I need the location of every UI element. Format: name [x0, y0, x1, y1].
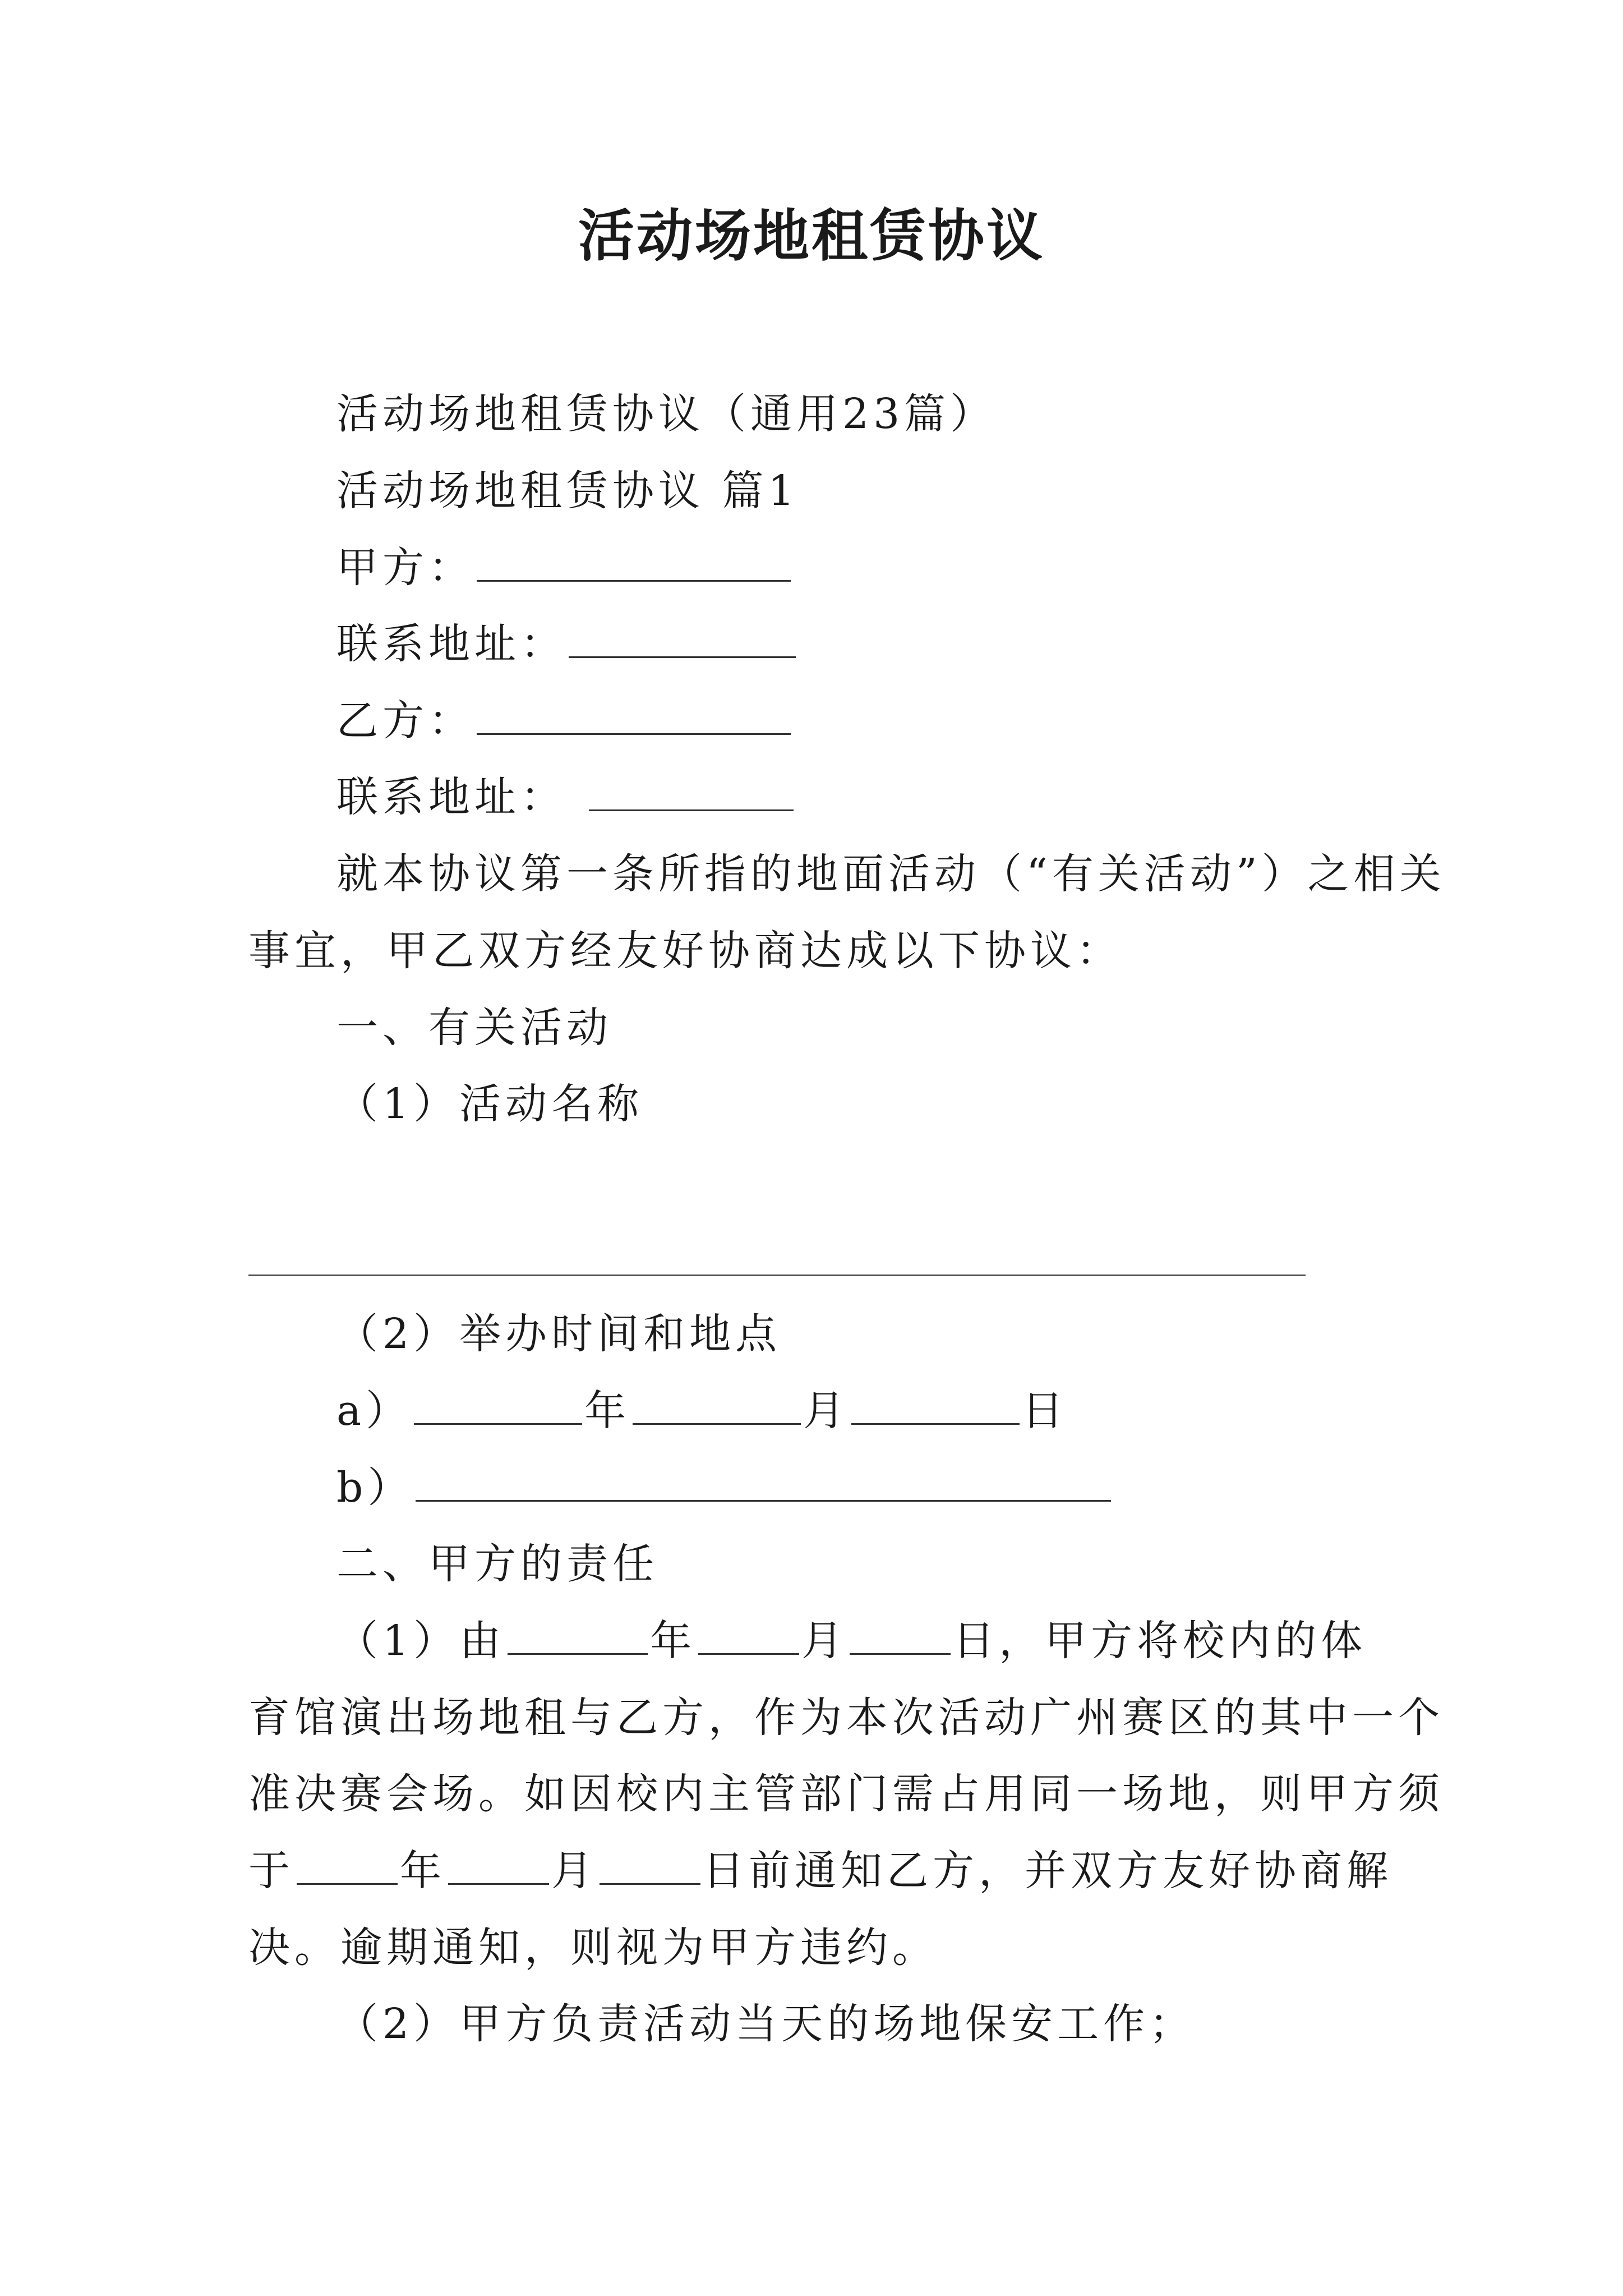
s2-p1-prefix: （1）由 — [336, 1617, 506, 1665]
item2b-blank — [416, 1464, 1111, 1502]
item2a-year-blank — [414, 1387, 582, 1425]
s2-p1-deadline-year-blank — [297, 1847, 398, 1885]
party-b-row — [336, 694, 793, 748]
item2a-month: 月 — [803, 1387, 850, 1435]
s2-p1-line4-prefix: 于 — [248, 1847, 294, 1895]
address-a-row — [336, 617, 798, 671]
item2b-prefix: b） — [336, 1464, 414, 1512]
party-a-row — [336, 541, 793, 595]
intro-line-2: 事宜，甲乙双方经友好协商达成以下协议： — [248, 927, 1122, 975]
item2a-row — [336, 1384, 1068, 1438]
s2-p1-month-blank — [698, 1617, 799, 1655]
s2-p1-line3: 准决赛会场。如因校内主管部门需占用同一场地，则甲方须 — [248, 1770, 1444, 1818]
party-a-label: 甲方： — [336, 544, 474, 592]
address-a-label: 联系地址： — [336, 620, 566, 668]
item2a-month-blank — [633, 1387, 801, 1425]
party-b-blank — [477, 697, 791, 735]
s2-p1-deadline-day-blank — [600, 1847, 700, 1885]
s2-p1-deadline-year: 年 — [400, 1847, 446, 1895]
address-a-blank — [569, 620, 796, 658]
s2-p1-line2: 育馆演出场地租与乙方，作为本次活动广州赛区的其中一个 — [248, 1694, 1444, 1742]
party-b-label: 乙方： — [336, 697, 474, 745]
item2a-day: 日 — [1022, 1387, 1068, 1435]
s2-p1-year-blank — [508, 1617, 648, 1655]
item2a-day-blank — [851, 1387, 1020, 1425]
section1-heading: 一、有关活动 — [336, 1004, 612, 1052]
s2-p1-year: 年 — [650, 1617, 697, 1665]
item2a-prefix: a） — [336, 1387, 412, 1435]
s2-p1-deadline-month: 月 — [551, 1847, 597, 1895]
document-title: 活动场地租赁协议 — [578, 203, 1045, 269]
address-b-blank — [589, 774, 794, 811]
s2-p2: （2）甲方负责活动当天的场地保安工作； — [336, 2000, 1196, 2048]
article-heading: 活动场地租赁协议 篇1 — [336, 467, 799, 515]
s2-p1-day-blank — [850, 1617, 951, 1655]
address-b-row — [336, 770, 796, 824]
party-a-blank — [477, 544, 791, 582]
s2-p1-line1 — [336, 1614, 1367, 1668]
section2-heading: 二、甲方的责任 — [336, 1540, 658, 1588]
s2-p1-deadline-month-blank — [448, 1847, 549, 1885]
address-b-label: 联系地址： — [336, 773, 566, 821]
s2-p1-line4 — [248, 1844, 1393, 1898]
s2-p1-month: 月 — [801, 1617, 848, 1665]
item2b-row — [336, 1461, 1113, 1515]
intro-line-1: 就本协议第一条所指的地面活动（“有关活动”）之相关 — [336, 850, 1446, 898]
item2-label: （2）举办时间和地点 — [336, 1310, 782, 1358]
s2-p1-rest1: 日，甲方将校内的体 — [953, 1617, 1367, 1665]
item1-label: （1）活动名称 — [336, 1080, 644, 1128]
document-subtitle: 活动场地租赁协议（通用23篇） — [336, 390, 997, 438]
activity-name-blank — [248, 1274, 1306, 1276]
s2-p1-line4-rest: 日前通知乙方，并双方友好协商解 — [703, 1847, 1393, 1895]
item2a-year: 年 — [584, 1387, 631, 1435]
s2-p1-line5: 决。逾期通知，则视为甲方违约。 — [248, 1924, 938, 1972]
